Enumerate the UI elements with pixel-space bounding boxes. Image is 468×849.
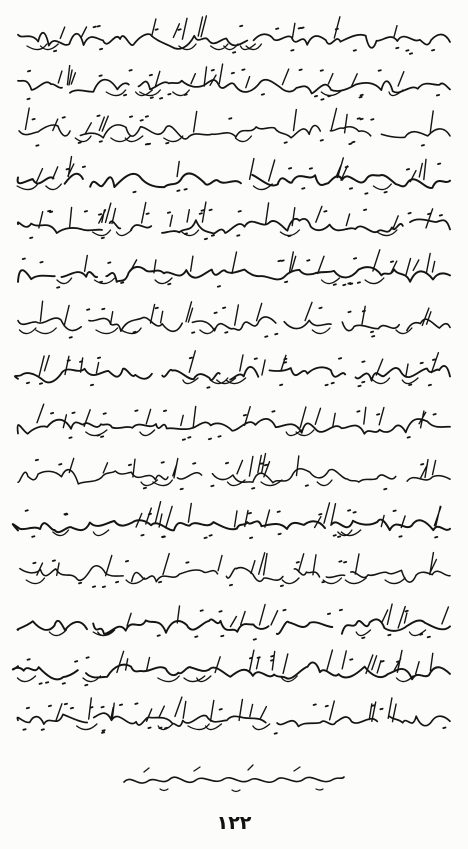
- script-line: [14, 64, 454, 104]
- script-line: [14, 302, 454, 342]
- script-line: [14, 158, 454, 198]
- script-line: [14, 604, 454, 644]
- script-line: [14, 504, 454, 544]
- page-number: ۱۲۲: [216, 812, 252, 834]
- closing-line: [120, 762, 348, 796]
- script-line-strokes: [14, 552, 454, 592]
- script-line-strokes: [14, 204, 454, 244]
- script-line: [14, 404, 454, 444]
- script-line-strokes: [14, 604, 454, 644]
- script-line: [14, 110, 454, 150]
- script-line-strokes: [14, 110, 454, 150]
- script-line-strokes: [14, 650, 454, 690]
- script-line: [14, 698, 454, 738]
- script-line: [14, 18, 454, 58]
- script-line-strokes: [14, 64, 454, 104]
- script-line-strokes: [14, 404, 454, 444]
- script-line-strokes: [14, 504, 454, 544]
- closing-line-script: [120, 762, 348, 796]
- script-line: [14, 252, 454, 292]
- script-line-strokes: [14, 698, 454, 738]
- script-line: [14, 552, 454, 592]
- script-line-strokes: [14, 158, 454, 198]
- script-line-strokes: [14, 454, 454, 494]
- script-line-strokes: [14, 352, 454, 392]
- script-line-strokes: [14, 252, 454, 292]
- script-line-strokes: [14, 18, 454, 58]
- script-line: [14, 352, 454, 392]
- script-line: [14, 650, 454, 690]
- script-line-strokes: [14, 302, 454, 342]
- script-line: [14, 454, 454, 494]
- script-line: [14, 204, 454, 244]
